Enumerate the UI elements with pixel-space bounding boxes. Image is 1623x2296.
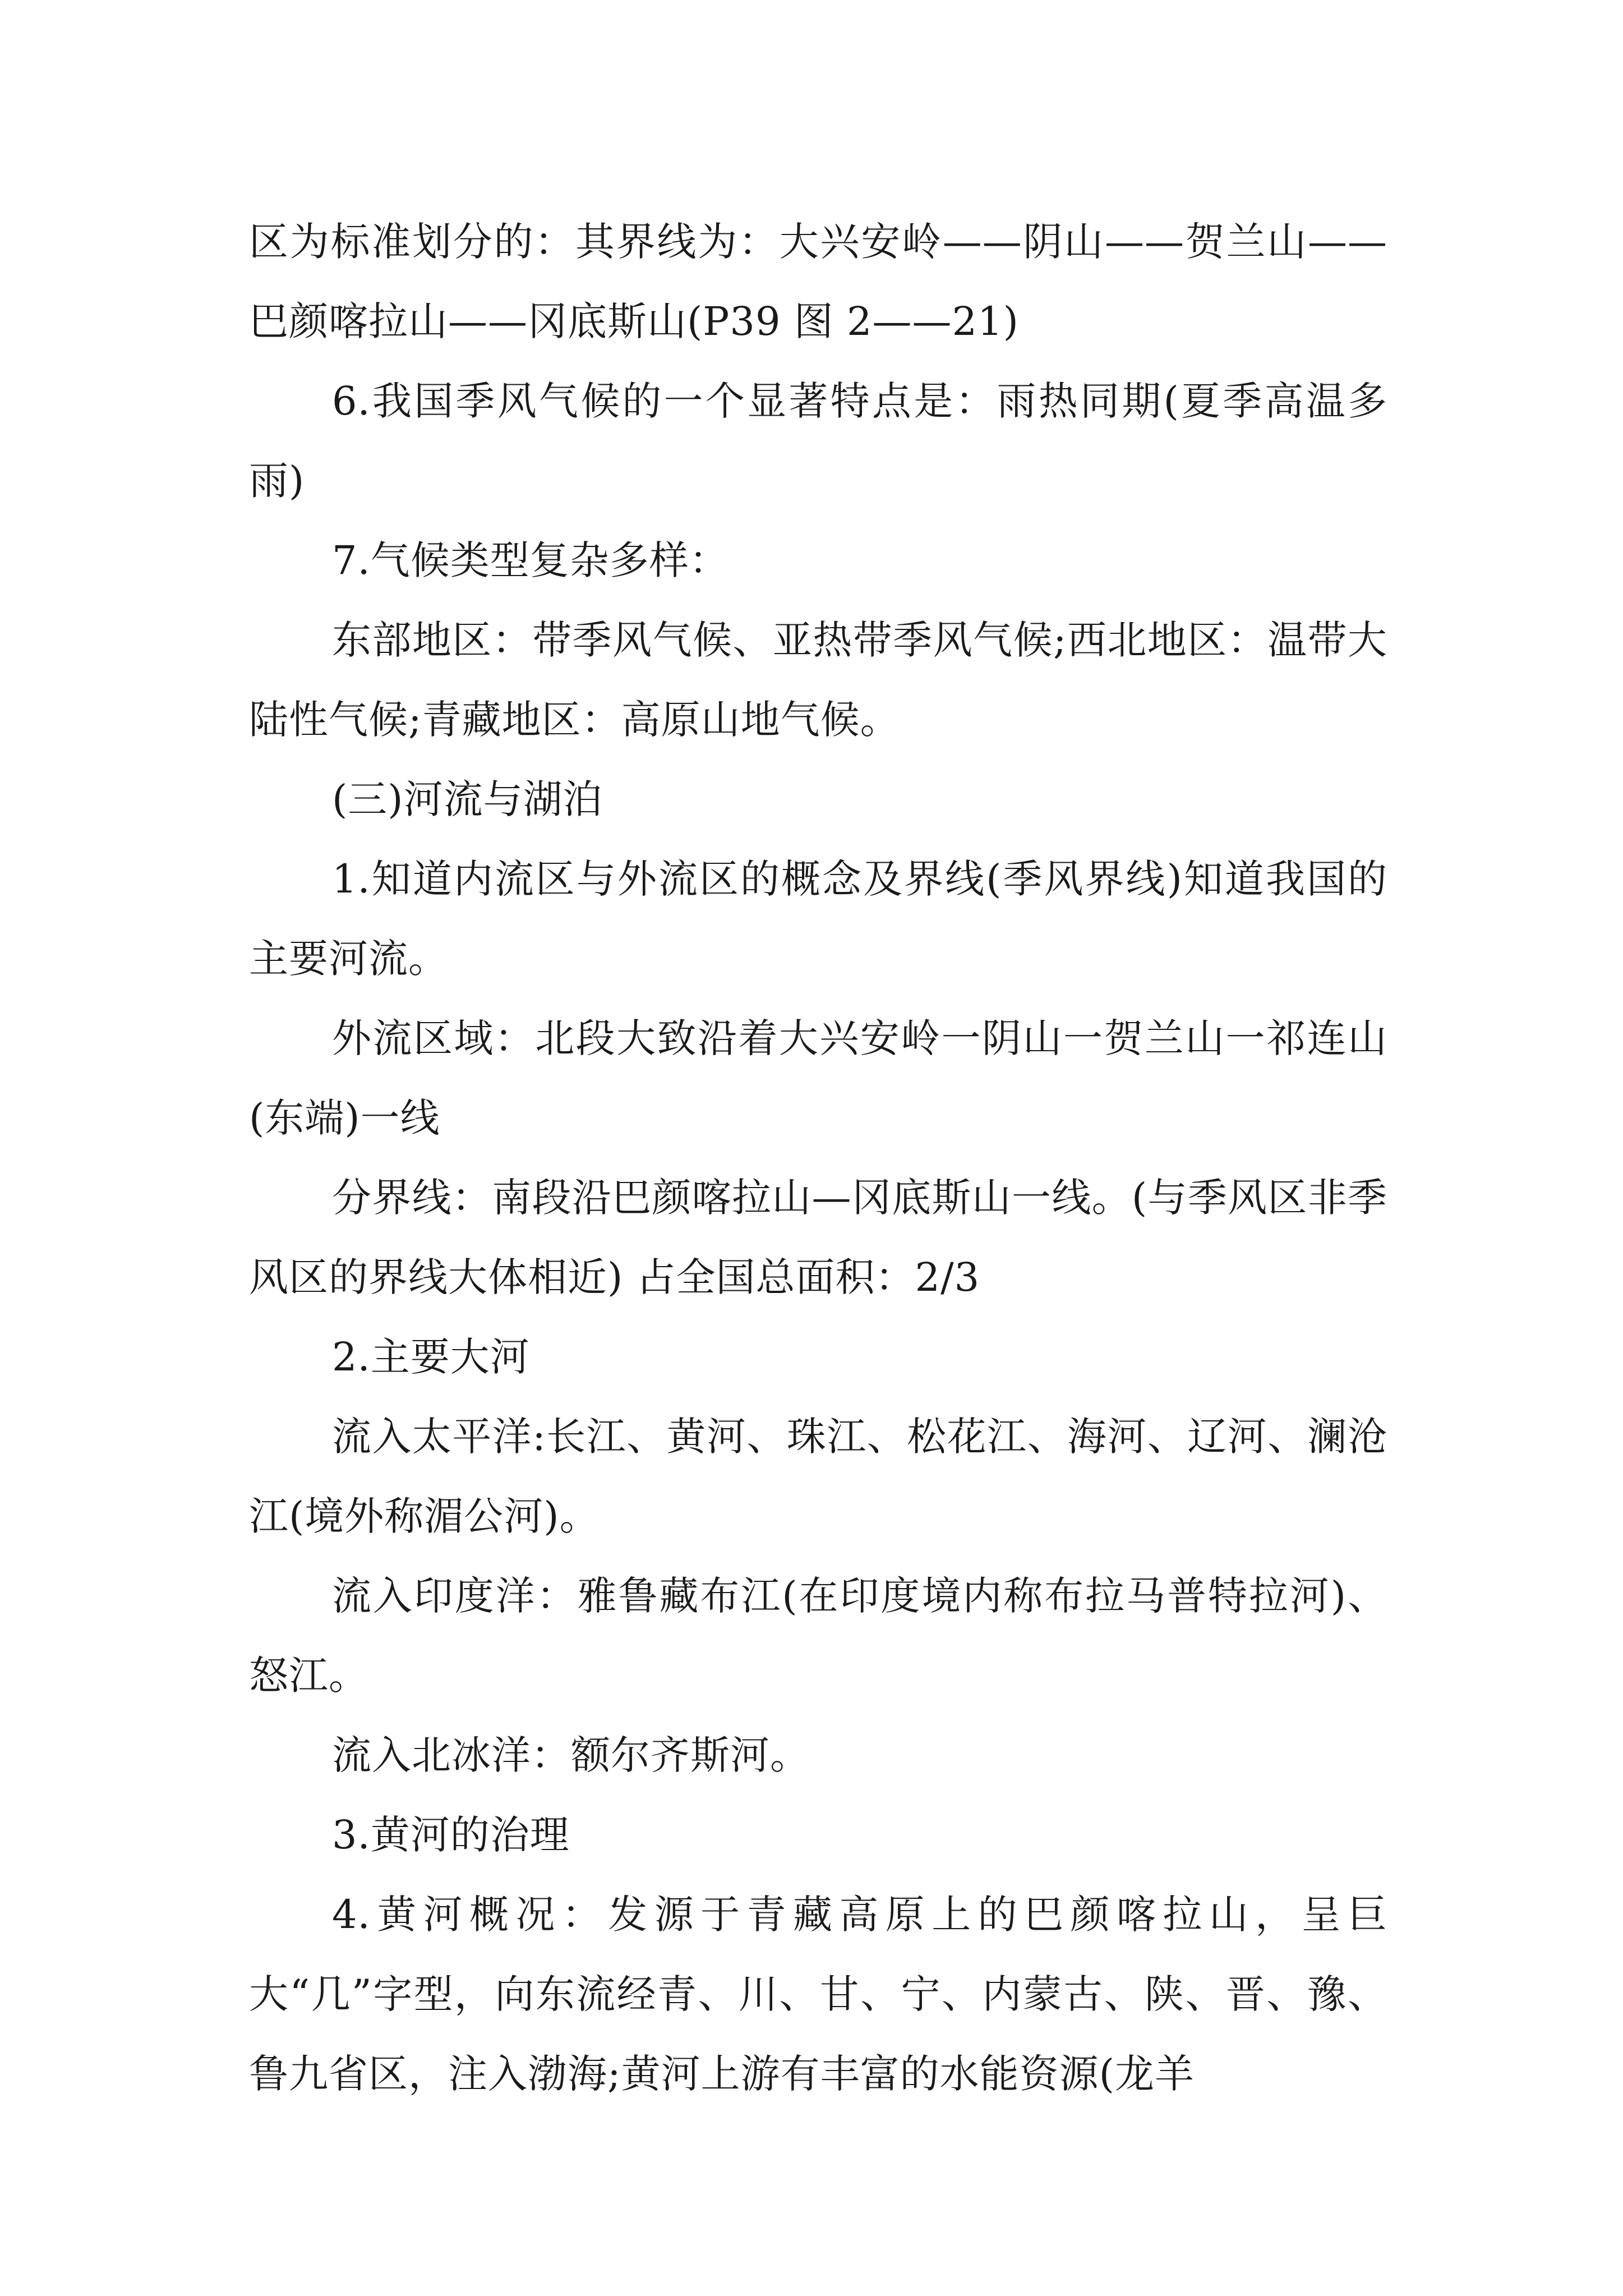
paragraph-item-7: 7.气候类型复杂多样：	[332, 537, 729, 583]
section-heading-rivers-lakes: (三)河流与湖泊	[332, 776, 603, 822]
paragraph-arctic: 流入北冰洋：额尔齐斯河。	[332, 1732, 810, 1778]
paragraph-dividing-line: 分界线：南段沿巴颜喀拉山—冈底斯山一线。(与季风区非季风区的界线大体相近) 占全国总面积：2/3	[249, 1175, 1387, 1300]
paragraph-boundary-line: 区为标准划分的：其界线为：大兴安岭——阴山——贺兰山——巴颜喀拉山——冈底斯山(P39 图 2——21)	[249, 219, 1387, 344]
paragraph-item-1: 1.知道内流区与外流区的概念及界线(季风界线)知道我国的主要河流。	[249, 856, 1387, 982]
document-body	[249, 202, 1387, 2114]
paragraph-item-6: 6.我国季风气候的一个显著特点是：雨热同期(夏季高温多雨)	[249, 378, 1387, 504]
paragraph-item-4: 4.黄河概况：发源于青藏高原上的巴颜喀拉山，呈巨大“几”字型，向东流经青、川、甘、宁、内蒙古、陕、晋、豫、鲁九省区，注入渤海;黄河上游有丰富的水能资源(龙羊	[249, 1892, 1387, 2097]
paragraph-exterior-drainage: 外流区域：北段大致沿着大兴安岭一阴山一贺兰山一祁连山(东端)一线	[249, 1015, 1387, 1141]
paragraph-item-2: 2.主要大河	[332, 1334, 530, 1380]
paragraph-pacific: 流入太平洋:长江、黄河、珠江、松花江、海河、辽河、澜沧江(境外称湄公河)。	[249, 1414, 1387, 1539]
paragraph-item-3: 3.黄河的治理	[332, 1812, 570, 1858]
paragraph-indian-ocean: 流入印度洋：雅鲁藏布江(在印度境内称布拉马普特拉河)、怒江。	[249, 1573, 1387, 1699]
paragraph-climate-types: 东部地区：带季风气候、亚热带季风气候;西北地区：温带大陆性气候;青藏地区：高原山地气候。	[249, 617, 1387, 743]
